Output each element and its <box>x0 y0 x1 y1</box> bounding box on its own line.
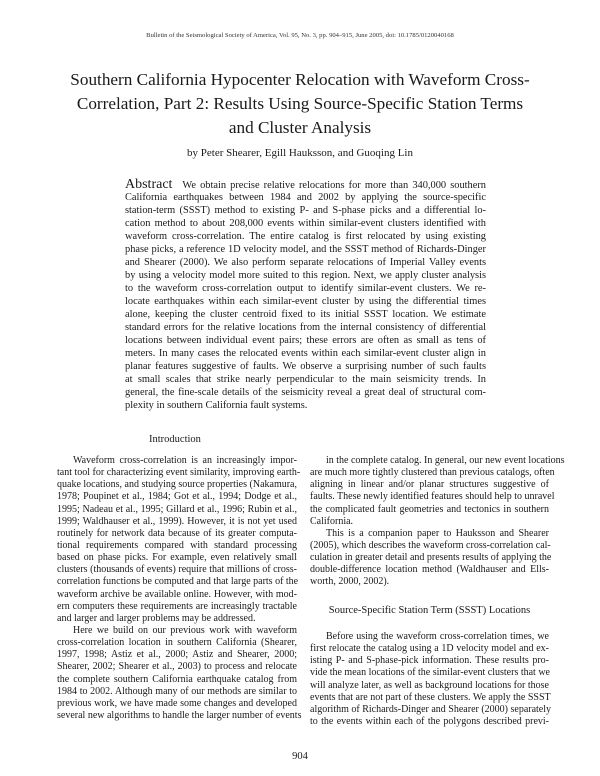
text-line <box>57 661 297 673</box>
text-line <box>310 667 549 679</box>
abstract-label: Abstract <box>125 177 173 192</box>
line-text: locations between individual event pairs; these errors are often as small as tens of <box>125 335 486 346</box>
text-line <box>57 637 297 649</box>
line-text: several new algorithms to handle the larger number of events <box>57 709 302 721</box>
line-text: waveform cross-correlation. The entire catalog is first relocated by using existing <box>125 231 486 242</box>
text-line <box>310 455 565 467</box>
text-line <box>57 674 297 686</box>
line-text: standard errors for the relative locations from the internal consistency of differential <box>125 322 486 333</box>
line-text: This is a companion paper to Hauksson and Shearer <box>326 527 549 539</box>
title-line: and Cluster Analysis <box>228 118 372 137</box>
line-text: first relocate the catalog using a 1D velocity model and ex- <box>310 643 549 655</box>
text-line <box>57 649 297 661</box>
line-text: events that are not part of these clusters. We apply the SSST <box>310 691 551 703</box>
line-text: culation in greater detail and presents results of applying the <box>310 552 552 564</box>
text-line <box>310 703 552 716</box>
line-text: 1995; Nadeau et al., 1995; Gillard et al., 1996; Rubin et al., <box>57 503 297 515</box>
text-line <box>125 386 486 399</box>
line-text: (2005), which describes the waveform cross-correlation cal- <box>310 539 551 551</box>
text-line <box>125 334 486 347</box>
line-text: plexity in southern California fault systems. <box>125 400 308 411</box>
text-line <box>125 269 486 282</box>
text-line <box>57 625 297 637</box>
line-text: 1978; Poupinet et al., 1984; Got et al., 1994; Dodge et al., <box>57 491 297 503</box>
text-line <box>310 528 549 540</box>
text-line <box>310 564 549 576</box>
line-text: meters. In many cases the relocated events within each similar-event cluster align in <box>125 348 486 359</box>
line-text: to the events within each of the polygons described previ- <box>310 715 549 727</box>
text-line <box>57 540 297 552</box>
text-line <box>57 576 297 588</box>
text-line <box>57 479 297 491</box>
text-line <box>310 552 552 564</box>
text-line <box>125 217 486 230</box>
line-text: correlation functions be computed and that large parts of the <box>57 576 299 588</box>
line-text: tant tool for characterizing event similarity, improving earth- <box>57 467 301 479</box>
line-text: California. <box>310 515 354 527</box>
line-text: locate earthquakes within each similar-event cluster by using the differential times <box>125 296 486 307</box>
text-line <box>57 455 297 467</box>
line-text: California earthquakes between 1984 and 2002 by applying the source-specific <box>125 192 486 203</box>
text-line <box>310 479 549 491</box>
text-line <box>125 321 486 334</box>
line-text: algorithm of Richards-Dinger and Shearer (2000) separately <box>310 703 552 715</box>
text-line <box>310 576 549 588</box>
line-text: at small scales that strike nearly perpendicular to the main seismicity trends. In <box>125 374 486 385</box>
text-line <box>125 256 486 269</box>
section-heading-introduction: Introduction <box>149 434 201 445</box>
text-line <box>310 540 549 552</box>
text-line <box>125 191 486 204</box>
paper-title <box>60 68 540 140</box>
text-line <box>125 308 486 321</box>
right-column <box>310 455 565 589</box>
text-line <box>57 528 297 540</box>
line-text: by using a velocity model more suited to this region. Next, we apply cluster analysis <box>125 270 486 281</box>
line-text: will analyze later, as well as background locations for those <box>310 679 549 691</box>
text-line <box>125 295 486 308</box>
text-line <box>57 467 301 479</box>
text-line <box>310 655 549 667</box>
line-text: vide the mean locations of the similar-event clusters that we <box>310 667 550 679</box>
text-line <box>310 516 549 528</box>
text-line <box>310 504 549 516</box>
line-text: general, the fine-scale details of the seismicity reveal a great deal of structural com- <box>125 387 486 398</box>
text-line <box>125 360 486 373</box>
line-text: cation method to about 208,000 events within similar-event clusters identified with <box>125 218 486 229</box>
line-text: previous work, we have made some changes and developed <box>57 697 297 709</box>
line-text: and Shearer (2000). We also perform separate relocations of Imperial Valley events <box>125 257 486 268</box>
line-text: tional requirements compared with standard processing <box>57 539 297 551</box>
text-line <box>310 692 549 704</box>
text-line <box>310 716 549 728</box>
text-line <box>57 552 297 564</box>
text-line <box>57 601 297 613</box>
line-text: routinely for network data because of its greater computa- <box>57 527 297 539</box>
line-text: phase picks, a reference 1D velocity model, and the SSST method of Richards-Dinger <box>125 244 486 255</box>
right-column-ssst <box>310 631 552 728</box>
line-text: double-difference location method (Waldhauser and Ells- <box>310 564 549 576</box>
text-line <box>57 589 297 601</box>
line-text: Here we build on our previous work with waveform <box>73 624 297 636</box>
line-text: the complicated fault geometries and tectonics in southern <box>310 503 549 515</box>
line-text: worth, 2000, 2002). <box>310 576 390 588</box>
line-text: based on phase picks. For example, even relatively small <box>57 552 297 564</box>
text-line <box>310 467 555 479</box>
text-line <box>57 613 297 625</box>
line-text: to the waveform cross-correlation output to identify similar-event clusters. We re- <box>125 283 486 294</box>
text-line <box>125 204 486 217</box>
line-text: We obtain precise relative relocations for more than 340,000 southern <box>182 180 486 191</box>
line-text: 1984 to 2002. Although many of our methods are similar to <box>57 685 297 697</box>
line-text: Before using the waveform cross-correlation times, we <box>326 631 549 642</box>
text-line <box>310 631 549 643</box>
line-text: isting P- and S-phase-pick information. These results pro- <box>310 655 549 667</box>
text-line <box>57 564 297 576</box>
authors: by Peter Shearer, Egill Hauksson, and Guoqing Lin <box>187 147 413 159</box>
text-line <box>125 282 486 295</box>
line-text: in the complete catalog. In general, our new event locations <box>326 455 565 466</box>
text-line <box>125 347 486 360</box>
text-line <box>57 504 297 516</box>
line-text: Shearer, 2002; Shearer et al., 2003) to process and relocate <box>57 661 297 673</box>
running-header: Bulletin of the Seismological Society of America, Vol. 95, No. 3, pp. 904–915, June 2005, doi: 10.1785/0120040168 <box>146 32 454 39</box>
text-line <box>310 643 549 655</box>
text-line <box>57 686 297 698</box>
text-line <box>125 230 486 243</box>
text-line <box>125 399 486 412</box>
line-text: cross-correlation location in southern California (Shearer, <box>57 637 297 649</box>
line-text: Waveform cross-correlation is an increasingly impor- <box>73 455 297 466</box>
left-column <box>57 455 302 722</box>
line-text: and larger and larger problems may be addressed. <box>57 612 256 624</box>
line-text: quake locations, and studying source properties (Nakamura, <box>57 479 297 491</box>
line-text: planar features suggestive of faults. We observe a surprising number of such faults <box>125 361 486 372</box>
text-line <box>57 491 297 503</box>
text-line <box>57 698 297 710</box>
text-line <box>125 373 486 386</box>
line-text: 1997, 1998; Astiz et al., 2000; Astiz and Shearer, 2000; <box>57 649 297 661</box>
text-line <box>57 516 297 528</box>
line-text: ern computers these requirements are increasingly tractable <box>57 600 297 612</box>
abstract <box>125 178 486 412</box>
line-text: station-term (SSST) method to existing P- and S-phase picks and a differential lo- <box>125 205 486 216</box>
title-line: Correlation, Part 2: Results Using Source-Specific Station Terms <box>76 94 524 113</box>
line-text: aligning in linear and/or planar structures suggestive of <box>310 479 549 491</box>
page-number: 904 <box>292 751 308 762</box>
line-text: the complete southern California earthquake catalog from <box>57 673 297 685</box>
line-text: alone, keeping the cluster centroid fixed to its initial SSST location. We estimate <box>125 309 486 320</box>
line-text: waveform archive be available online. However, with mod- <box>57 588 297 600</box>
text-line <box>125 243 486 256</box>
text-line <box>310 491 555 503</box>
text-line <box>125 178 486 191</box>
text-line <box>310 680 549 692</box>
line-text: clusters (thousands of events) require that millions of cross- <box>57 564 297 576</box>
section-heading-ssst: Source-Specific Station Term (SSST) Locations <box>328 605 531 616</box>
line-text: are much more tightly clustered than previous catalogs, often <box>310 467 555 479</box>
text-line <box>57 709 302 722</box>
line-text: 1999; Waldhauser et al., 1999). However, it is not yet used <box>57 515 297 527</box>
title-line: Southern California Hypocenter Relocation with Waveform Cross- <box>70 70 530 89</box>
line-text: faults. These newly identified features should help to unravel <box>310 491 555 503</box>
